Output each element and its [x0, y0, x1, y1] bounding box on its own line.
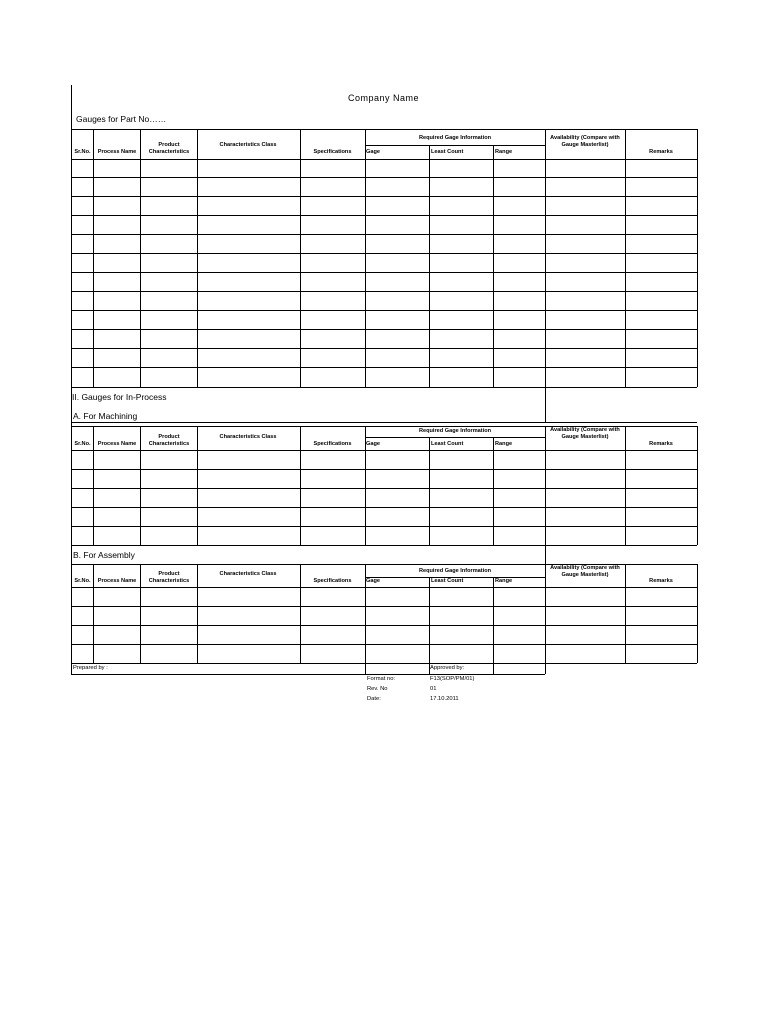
header-process-name: Process Name	[97, 441, 137, 447]
header-remarks: Remarks	[649, 441, 673, 447]
header-characteristics-class: Characteristics Class	[219, 571, 277, 577]
header-product-characteristics: Product Characteristics	[148, 142, 190, 155]
date-value: 17.10.2011	[430, 696, 459, 702]
header-gage: Gage	[366, 578, 380, 584]
format-no-value: F13(SOP/PM/01)	[430, 676, 475, 682]
header-characteristics-class: Characteristics Class	[219, 434, 277, 440]
format-no-label: Format no:	[367, 676, 396, 682]
header-availability: Availability (Compare with Gauge Masterlist)	[550, 135, 620, 148]
date-label: Date:	[367, 696, 381, 702]
header-availability: Availability (Compare with Gauge Masterlist)	[550, 427, 620, 440]
header-srno: Sr.No.	[74, 578, 91, 584]
section-for-assembly: B. For Assembly	[73, 550, 135, 560]
header-process-name: Process Name	[97, 149, 137, 155]
prepared-by-label: Prepared by :	[73, 665, 108, 671]
header-required-gage-information: Required Gage Information	[418, 135, 492, 141]
header-gage: Gage	[366, 441, 380, 447]
header-process-name: Process Name	[97, 578, 137, 584]
header-srno: Sr.No.	[74, 441, 91, 447]
header-specifications: Specifications	[313, 441, 352, 447]
header-remarks: Remarks	[649, 149, 673, 155]
section-for-machining: A. For Machining	[73, 411, 138, 421]
header-specifications: Specifications	[313, 149, 352, 155]
header-specifications: Specifications	[313, 578, 352, 584]
section-gauges-for-part: Gauges for Part No……	[76, 114, 167, 124]
rev-no-value: 01	[430, 686, 437, 692]
header-range: Range	[495, 578, 513, 584]
header-gage: Gage	[366, 149, 380, 155]
header-characteristics-class: Characteristics Class	[219, 142, 277, 148]
header-srno: Sr.No.	[74, 149, 91, 155]
company-name: Company Name	[348, 93, 420, 103]
header-product-characteristics: Product Characteristics	[148, 571, 190, 584]
header-least-count: Least Count	[431, 149, 464, 155]
header-range: Range	[495, 149, 513, 155]
rev-no-label: Rev. No	[367, 686, 388, 692]
header-least-count: Least Count	[431, 441, 464, 447]
approved-by-label: Approved by:	[430, 665, 465, 671]
header-product-characteristics: Product Characteristics	[148, 434, 190, 447]
header-required-gage-information: Required Gage Information	[418, 428, 492, 434]
header-range: Range	[495, 441, 513, 447]
header-required-gage-information: Required Gage Information	[418, 568, 492, 574]
section-gauges-in-process: II. Gauges for In-Process	[72, 392, 167, 402]
header-remarks: Remarks	[649, 578, 673, 584]
header-least-count: Least Count	[431, 578, 464, 584]
header-availability: Availability (Compare with Gauge Masterlist)	[550, 565, 620, 578]
